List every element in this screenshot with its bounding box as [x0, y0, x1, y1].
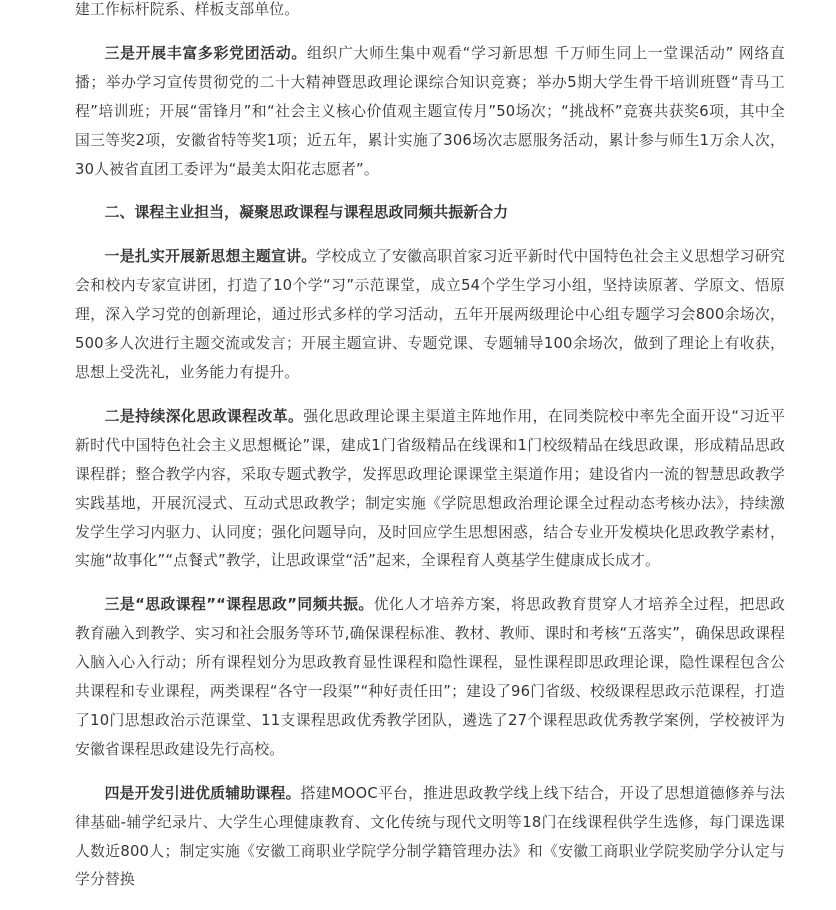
paragraph-text: 学校成立了安徽高职首家习近平新时代中国特色社会主义思想学习研究会和校内专家宣讲团，打造了10个学“习”示范课堂，成立54个学生学习小组，坚持读原著、学原文、悟原理，深入学习党的创新理论，通过形式多样的学习活动，五年开展两级理论中心组专题学习会800余场次，500多人次进行主题交流或发言；开展主题宣讲、专题党课、专题辅导100余场次，做到了理论上有收获，思想上受洗礼，业务能力有提升。: [75, 248, 785, 381]
paragraph-resonance: [75, 591, 785, 764]
article-body: [75, 0, 785, 910]
paragraph-auxiliary-courses: [75, 780, 785, 896]
paragraph-text: 强化思政理论课主渠道主阵地作用，在同类院校中率先全面开设“习近平新时代中国特色社会主义思想概论”课，建成1门省级精品在线课和1门校级精品在线思政课，形成精品思政课程群；整合教学内容，采取专题式教学，发挥思政理论课课堂主渠道作用；建设省内一流的智慧思政教学实践基地，开展沉浸式、互动式思政教学；制定实施《学院思想政治理论课全过程动态考核办法》，持续激发学生学习内驱力、认同度；强化问题导向，及时回应学生思想困惑，结合专业开发模块化思政教学素材，实施“故事化”“点餐式”教学，让思政课堂“活”起来，全课程育人奠基学生健康成长成才。: [75, 407, 786, 570]
section-heading-text: 二、课程主业担当，凝聚思政课程与课程思政同频共振新合力: [104, 204, 509, 222]
section-heading: [75, 199, 785, 228]
paragraph-intro-tail: [75, 0, 785, 25]
paragraph-text: 组织广大师生集中观看“学习新思想 千万师生同上一堂课活动” 网络直播；举办学习宣传贯彻党的二十大精神暨思政理论课综合知识竞赛；举办5期大学生骨干培训班暨“青马工程”培训班；开展“雷锋月”和“社会主义核心价值观主题宣传月”50场次；“挑战杯”竞赛共获奖6项，其中全国三等奖2项，安徽省特等奖1项；近五年，累计实施了306场次志愿服务活动，累计参与师生1万余人次，30人被省直团工委评为“最美太阳花志愿者”。: [75, 44, 785, 178]
paragraph-lead: 一是扎实开展新思想主题宣讲。: [104, 248, 317, 266]
paragraph-course-reform: [75, 403, 785, 576]
paragraph-text: 优化人才培养方案，将思政教育贯穿人才培养全过程，把思政教育融入到教学、实习和社会服务等环节,确保课程标准、教材、教师、课时和考核“五落实”，确保思政课程入脑入心入行动；所有课程划分为思政教育显性课程和隐性课程，显性课程即思政理论课，隐性课程包含公共课程和专业课程，两类课程“各守一段渠”“种好责任田”；建设了96门省级、校级课程思政示范课程，打造了10门思想政治示范课堂、11支课程思政优秀教学团队，遴选了27个课程思政优秀教学案例，学校被评为安徽省课程思政建设先行高校。: [75, 596, 785, 758]
paragraph-lead: 四是开发引进优质辅助课程。: [104, 784, 301, 802]
paragraph-lead: 二是持续深化思政课程改革。: [104, 407, 304, 425]
paragraph-text: 搭建MOOC平台，推进思政教学线上线下结合，开设了思想道德修养与法律基础-辅学纪录片、大学生心理健康教育、文化传统与现代文明等18门在线课程供学生选修，每门课选课人数近800人；制定实施《安徽工商职业学院学分制学籍管理办法》和《安徽工商职业学院奖励学分认定与学分替换: [75, 784, 785, 889]
paragraph-party-activities: [75, 40, 785, 185]
paragraph-lead: 三是开展丰富多彩党团活动。: [104, 44, 307, 62]
paragraph-text: 建工作标杆院系、样板支部单位。: [75, 1, 300, 18]
paragraph-lead: 三是“思政课程”“课程思政”同频共振。: [104, 596, 374, 614]
paragraph-theme-lectures: [75, 243, 785, 388]
